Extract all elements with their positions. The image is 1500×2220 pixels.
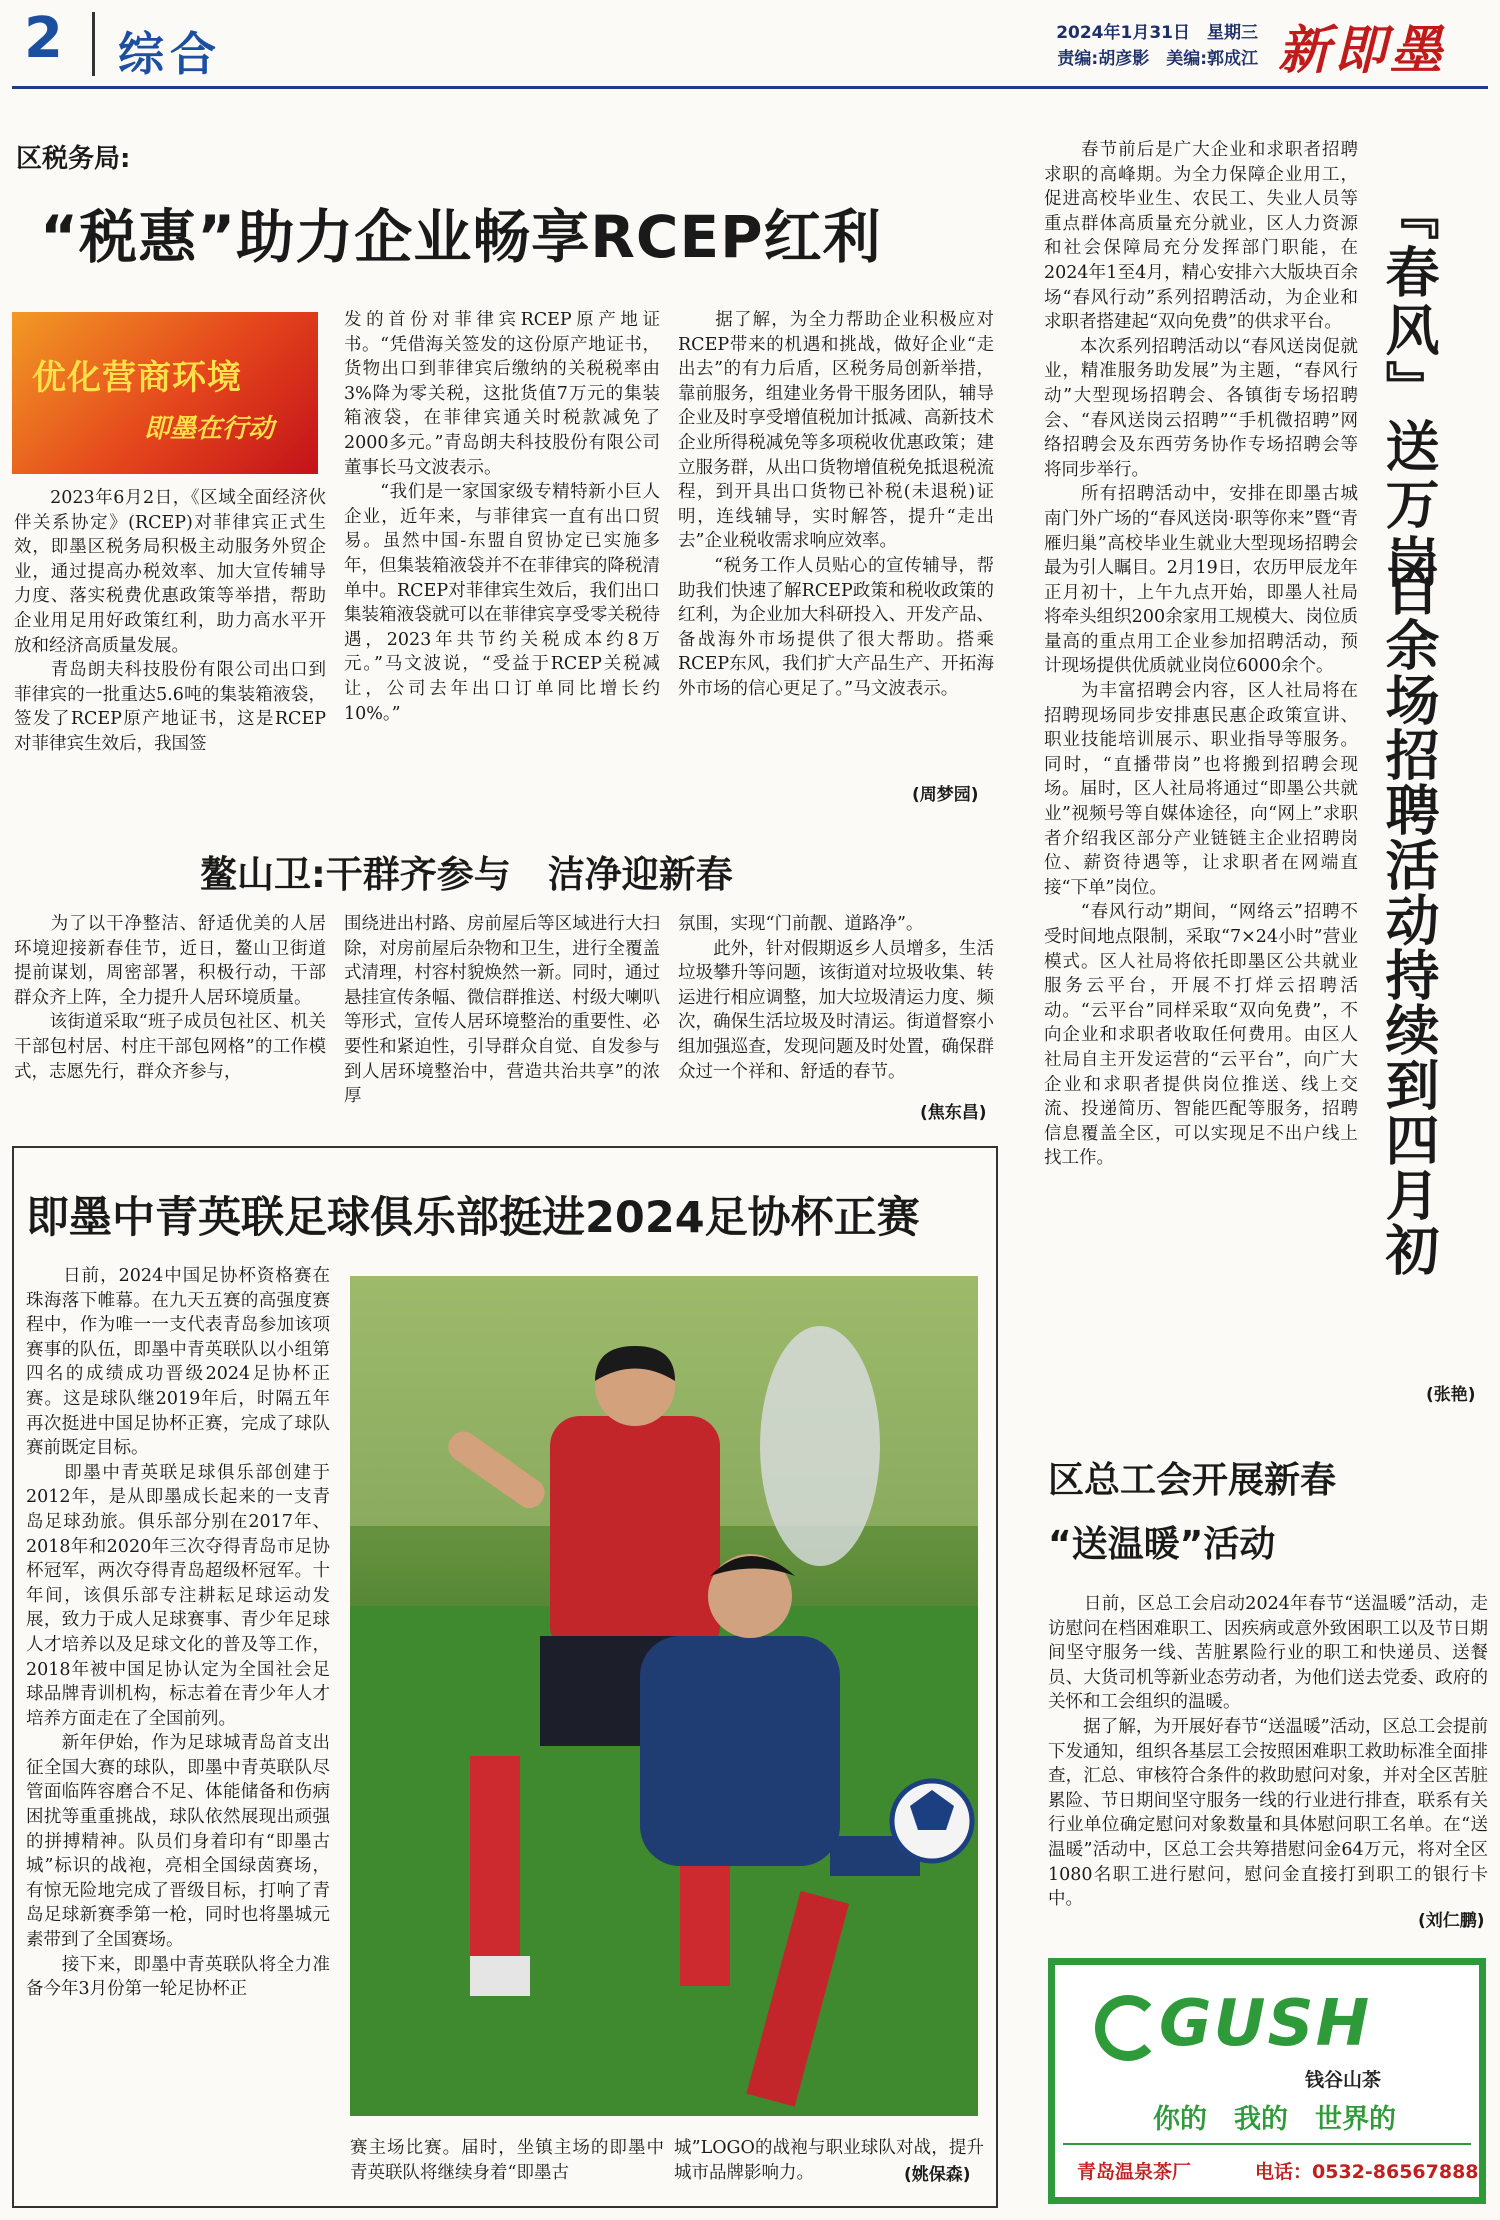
- article2-col3: 氛围，实现“门前靓、道路净”。 此外，针对假期返乡人员增多，生活垃圾攀升等问题，该街道对垃圾收集、转运进行相应调整，加大垃圾清运力度、频次，确保生活垃圾及时清运。街道督察小组加强巡查，发现问题及时处置，确保群众过一个祥和、舒适的春节。: [678, 914, 994, 1082]
- campaign-badge: [12, 312, 318, 474]
- article5-body: 日前，区总工会启动2024年春节“送温暖”活动，走访慰问在档困难职工、因疾病或意外致困职工以及节日期间坚守服务一线、苦脏累险行业的职工和快递员、送餐员、大货司机等新业态劳动者，为他们送去党委、政府的关怀和工会组织的温暖。 据了解，为开展好春节“送温暖”活动，区总工会提前下发通知，组织各基层工会按照困难职工救助标准全面排查，汇总、审核符合条件的救助慰问对象，并对全区苦脏累险、节日期间坚守服务一线的行业进行排查，联系有关行业单位确定慰问对象数量和具体慰问职工名单。在“送温暖”活动中，区总工会共筹措慰问金64万元，将对全区1080名职工进行慰问，慰问金直接打到职工的银行卡中。: [1048, 1594, 1488, 1910]
- football-match-photo: [350, 1276, 978, 2116]
- article3-headline: 即墨中青英联足球俱乐部挺进2024足协杯正赛: [26, 1193, 920, 1243]
- header-rule: [12, 86, 1488, 89]
- ad-phone: 电话：0532-86567888: [1255, 2161, 1479, 2183]
- ad-slogan: 你的 我的 世界的: [1153, 2104, 1396, 2135]
- article5-author: (刘仁鹏): [1418, 1911, 1485, 1931]
- ad-divider: [1063, 2143, 1471, 2145]
- article2-col2: 围绕进出村路、房前屋后等区域进行大扫除，对房前屋后杂物和卫生，进行全覆盖式清理，村容村貌焕然一新。同时，通过悬挂宣传条幅、微信群推送、村级大喇叭等形式，宣传人居环境整治的重要性、必要性和紧迫性，引导群众自觉、自发参与到人居环境整治中，营造共治共享”的浓厚: [344, 914, 660, 1107]
- article1-kicker: 区税务局:: [16, 144, 131, 174]
- article3-bottom-col2: 赛主场比赛。届时，坐镇主场的即墨中青英联队将继续身着“即墨古: [350, 2138, 664, 2183]
- header-divider: [92, 12, 95, 76]
- article3-col1: 日前，2024中国足协杯资格赛在珠海落下帷幕。在九天五赛的高强度赛程中，作为唯一一支代表青岛参加该项赛事的队伍，即墨中青英联队以小组第四名的成绩成功晋级2024足协杯正赛。这是球队继2019年后，时隔五年再次挺进中国足协杯正赛，完成了球队赛前既定目标。 即墨中青英联足球俱乐部创建于2012年，是从即墨成长起来的一支青岛足球劲旅。俱乐部分别在2017年、2018年和2020年三次夺得青岛市足协杯冠军，两次夺得青岛超级杯冠军。十年间，该俱乐部专注耕耘足球运动发展，致力于成人足球赛事、青少年足球人才培养以及足球文化的普及等工作，2018年被中国足协认定为全国社会足球品牌青训机构，标志着在青少年人才培养方面走在了全国前列。 新年伊始，作为足球城青岛首支出征全国大赛的球队，即墨中青英联队尽管面临阵容磨合不足、体能储备和伤病困扰等重重挑战，球队依然展现出顽强的拼搏精神。队员们身着印有“即墨古城”标识的战袍，亮相全国绿茵赛场，有惊无险地完成了晋级目标，打响了青岛足球新赛季第一枪，同时也将墨城元素带到了全国赛场。 接下来，即墨中青英联队将全力准备今年3月份第一轮足协杯正: [26, 1266, 330, 2000]
- date-line: 2024年1月31日 星期三: [1056, 23, 1258, 43]
- ad-box: [1048, 1958, 1486, 2204]
- ad-company: 青岛温泉茶厂: [1077, 2161, 1192, 2183]
- page-number: 2: [24, 6, 63, 71]
- badge-title: 优化营商环境: [32, 358, 242, 398]
- article3-bottom-col3: 城”LOGO的战袍与职业球队对战，提升城市品牌影响力。: [674, 2138, 984, 2183]
- article4-headline-vertical-1: 『春风』送万岗: [1377, 186, 1440, 592]
- article1-headline: “税惠”助力企业畅享RCEP红利: [40, 203, 882, 271]
- article3-author: (姚保森): [904, 2165, 971, 2185]
- article2-author: (焦东昌): [920, 1103, 987, 1123]
- ad-brand-cn: 钱谷山茶: [1305, 2069, 1382, 2091]
- article4-headline-vertical-2: 百余场招聘活动持续到四月初: [1377, 562, 1440, 1277]
- article1-col2: 发的首份对菲律宾RCEP原产地证书。“凭借海关签发的这份原产地证书，货物出口到菲律宾后缴纳的关税税率由3%降为零关税，这批货值7万元的集装箱液袋，在菲律宾通关时税款减免了2000多元。”青岛朗夫科技股份有限公司董事长马文波表示。 “我们是一家国家级专精特新小巨人企业，近年来，与菲律宾一直有出口贸易。虽然中国-东盟自贸协定已实施多年，但集装箱液袋并不在菲律宾的降税清单中。RCEP对菲律宾生效后，我们出口集装箱液袋就可以在菲律宾享受零关税待遇，2023年共节约关税成本约8万元。”马文波说，“受益于RCEP关税减让，公司去年出口订单同比增长约10%。”: [344, 310, 660, 724]
- article5-headline-1: 区总工会开展新春: [1048, 1460, 1337, 1501]
- article4-body: 春节前后是广大企业和求职者招聘求职的高峰期。为全力保障企业用工，促进高校毕业生、农民工、失业人员等重点群体高质量充分就业，区人力资源和社会保障局充分发挥部门职能，在2024年1至4月，精心安排六大版块百余场“春风行动”系列招聘活动，为企业和求职者搭建起“双向免费”的供求平台。 本次系列招聘活动以“春风送岗促就业，精准服务助发展”为主题，“春风行动”大型现场招聘会、各镇街专场招聘会、“春风送岗云招聘”“手机微招聘”网络招聘会及东西劳务协作专场招聘会等将同步举行。 所有招聘活动中，安排在即墨古城南门外广场的“春风送岗·职等你来”暨“青雁归巢”高校毕业生就业大型现场招聘会最为引人瞩目。2月19日，农历甲辰龙年正月初十，上午九点开始，即墨人社局将牵头组织200余家用工规模大、岗位质量高的重点用工企业参加招聘活动，预计现场提供优质就业岗位6000余个。 为丰富招聘会内容，区人社局将在招聘现场同步安排惠民惠企政策宣讲、职业技能培训展示、职业指导等服务。同时，“直播带岗”也将搬到招聘会现场。届时，区人社局将通过“即墨公共就业”视频号等自媒体途径，向“网上”求职者介绍我区部分产业链链主企业招聘岗位、薪资待遇等，让求职者在网端直接“下单”岗位。 “春风行动”期间，“网络云”招聘不受时间地点限制，采取“7×24小时”营业模式。区人社局将依托即墨区公共就业服务云平台，开展不打烊云招聘活动。“云平台”同样采取“双向免费”，不向企业和求职者收取任何费用。由区人社局自主开发运营的“云平台”，向广大企业和求职者提供岗位推送、线上交流、投递简历、智能匹配等服务，招聘信息覆盖全区，可以实现足不出户线上找工作。: [1044, 140, 1358, 1169]
- article1-col3: 据了解，为全力帮助企业积极应对RCEP带来的机遇和挑战，做好企业“走出去”的有力后盾，区税务局创新举措，靠前服务，组建业务骨干服务团队，辅导企业及时享受增值税加计抵减、高新技术企业所得税减免等多项税收优惠政策；建立服务群，从出口货物增值税免抵退税流程，到开具出口货物已补税(未退税)证明，连线辅导，实时解答，提升“走出去”企业税收需求响应效率。 “税务工作人员贴心的宣传辅导，帮助我们快速了解RCEP政策和税收政策的红利，为企业加大科研投入、开发产品、备战海外市场提供了很大帮助。搭乘RCEP东风，我们扩大产品生产、开拓海外市场的信心更足了。”马文波表示。: [678, 310, 994, 699]
- section-title: 综合: [118, 27, 222, 81]
- article2-col1: 为了以干净整洁、舒适优美的人居环境迎接新春佳节，近日，鳌山卫街道提前谋划，周密部署，积极行动，干部群众齐上阵，全力提升人居环境质量。 该街道采取“班子成员包社区、机关干部包村居、村庄干部包网格”的工作模式，志愿先行，群众齐参与，: [14, 914, 326, 1082]
- leaf-logo-icon: [1095, 1995, 1161, 2061]
- article1-col1: 2023年6月2日，《区域全面经济伙伴关系协定》(RCEP)对菲律宾正式生效，即墨区税务局积极主动服务外贸企业，通过提高办税效率、加大宣传辅导力度、落实税费优惠政策等举措，帮助企业用足用好政策红利，助力高水平开放和经济高质量发展。 青岛朗夫科技股份有限公司出口到菲律宾的一批重达5.6吨的集装箱液袋，签发了RCEP原产地证书，这是RCEP对菲律宾生效后，我国签: [14, 488, 326, 754]
- editors-line: 责编:胡彦影 美编:郭成江: [1057, 49, 1258, 69]
- article1-author: (周梦园): [912, 785, 979, 805]
- badge-subtitle: 即墨在行动: [144, 414, 275, 444]
- masthead-logo: 新即墨: [1278, 20, 1447, 81]
- ad-brand: GUSH: [1159, 1987, 1372, 2061]
- article5-headline-2: “送温暖”活动: [1048, 1524, 1276, 1565]
- article2-headline: 鳌山卫:干群齐参与 洁净迎新春: [200, 853, 733, 896]
- article4-author: (张艳): [1426, 1385, 1476, 1405]
